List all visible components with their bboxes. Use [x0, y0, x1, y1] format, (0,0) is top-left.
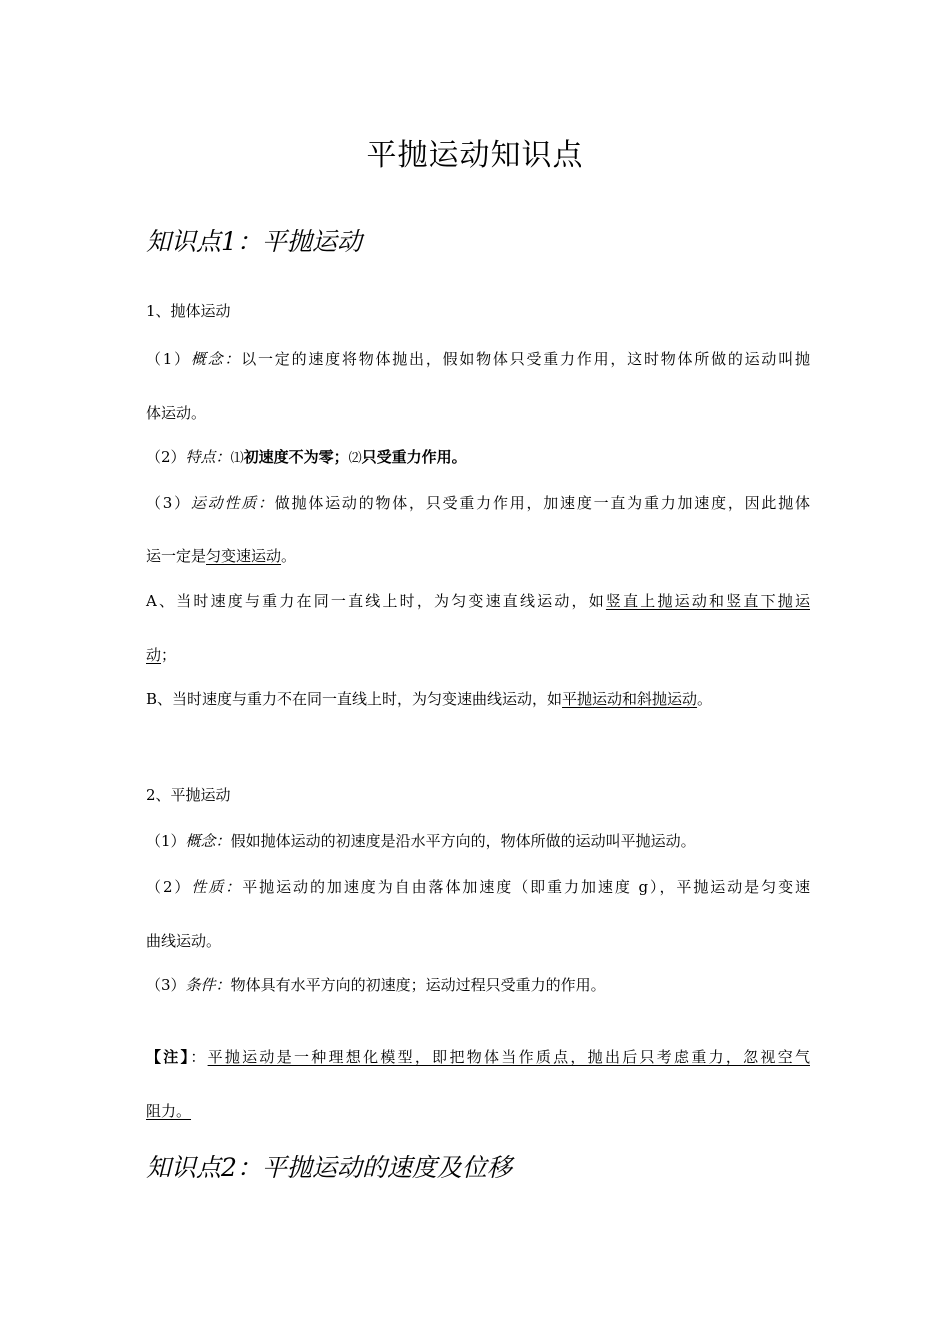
p1-text: 以一定的速度将物体抛出，假如物体只受重力作用，这时物体所做的运动叫抛 [241, 350, 810, 368]
pA-post: ； [161, 646, 177, 664]
s2p2-text: 平抛运动的加速度为自由落体加速度（即重力加速度 g），平抛运动是匀变速 [242, 878, 811, 896]
pA-underlined2: 动 [146, 646, 162, 664]
s2p2-num: （2） [146, 878, 192, 896]
s2p3-text: 物体具有水平方向的初速度；运动过程只受重力的作用。 [230, 976, 606, 994]
p3-num: （3） [146, 494, 191, 512]
note-line2 [146, 1100, 810, 1121]
sub1-p1-line1 [146, 348, 810, 369]
sub1-pA-line1 [146, 590, 810, 611]
p2-text2: 只受重力作用。 [361, 448, 467, 466]
pA-underlined1: 竖直上抛运动和竖直下抛运 [605, 592, 810, 610]
sub1-pB [146, 688, 810, 709]
s2p3-num: （3） [146, 976, 186, 994]
sub2-p3 [146, 974, 810, 995]
s2p3-label: 条件： [185, 976, 231, 994]
section1-heading: 知识点1：平抛运动 [146, 227, 362, 256]
pA-pre: A、当时速度与重力在同一直线上时，为匀变速直线运动，如 [146, 592, 606, 610]
sub1-pA-line2 [146, 644, 810, 665]
sub1-p2 [146, 446, 810, 467]
sub1-p3-line2 [146, 545, 810, 566]
sub2-p2-line2: 曲线运动。 [146, 932, 222, 950]
p2-text1: 初速度不为零； [243, 448, 349, 466]
pB-post: 。 [697, 690, 713, 708]
p3-post: 。 [281, 547, 297, 565]
sub1-p3-line1 [146, 492, 810, 513]
p2-label: 特点： [185, 448, 231, 466]
p2-marker2: ⑵ [348, 451, 362, 466]
sub1-p1-line2: 体运动。 [146, 404, 207, 422]
s2p2-label: 性质： [191, 878, 243, 896]
s2p1-label: 概念： [185, 832, 231, 850]
s2p1-num: （1） [146, 832, 186, 850]
page-title: 平抛运动知识点 [366, 138, 584, 173]
pB-pre: B、当时速度与重力不在同一直线上时，为匀变速曲线运动，如 [146, 690, 563, 708]
p3-underlined: 匀变速运动 [206, 547, 282, 565]
note-line1 [146, 1046, 810, 1067]
sub2-p1 [146, 830, 810, 851]
p2-marker1: ⑴ [230, 451, 244, 466]
p3-label: 运动性质： [190, 494, 275, 512]
sub2-p2-line1 [146, 876, 810, 897]
p2-num: （2） [146, 448, 186, 466]
note-underlined2: 阻力。 [146, 1102, 192, 1120]
note-colon: ： [190, 1048, 208, 1066]
note-tag: 【注】 [146, 1048, 191, 1066]
p3-pre: 运一定是 [146, 547, 207, 565]
p3-text: 做抛体运动的物体，只受重力作用，加速度一直为重力加速度，因此抛体 [274, 494, 810, 512]
pB-underlined: 平抛运动和斜抛运动 [562, 690, 698, 708]
p1-num: （1） [146, 350, 191, 368]
s2p1-text: 假如抛体运动的初速度是沿水平方向的，物体所做的运动叫平抛运动。 [230, 832, 696, 850]
note-underlined1: 平抛运动是一种理想化模型，即把物体当作质点，抛出后只考虑重力，忽视空气 [207, 1048, 810, 1066]
sub1-title: 1、抛体运动 [146, 302, 231, 320]
p1-label: 概念： [190, 350, 242, 368]
section2-heading: 知识点2：平抛运动的速度及位移 [146, 1153, 512, 1182]
sub2-title: 2、平抛运动 [146, 786, 231, 804]
